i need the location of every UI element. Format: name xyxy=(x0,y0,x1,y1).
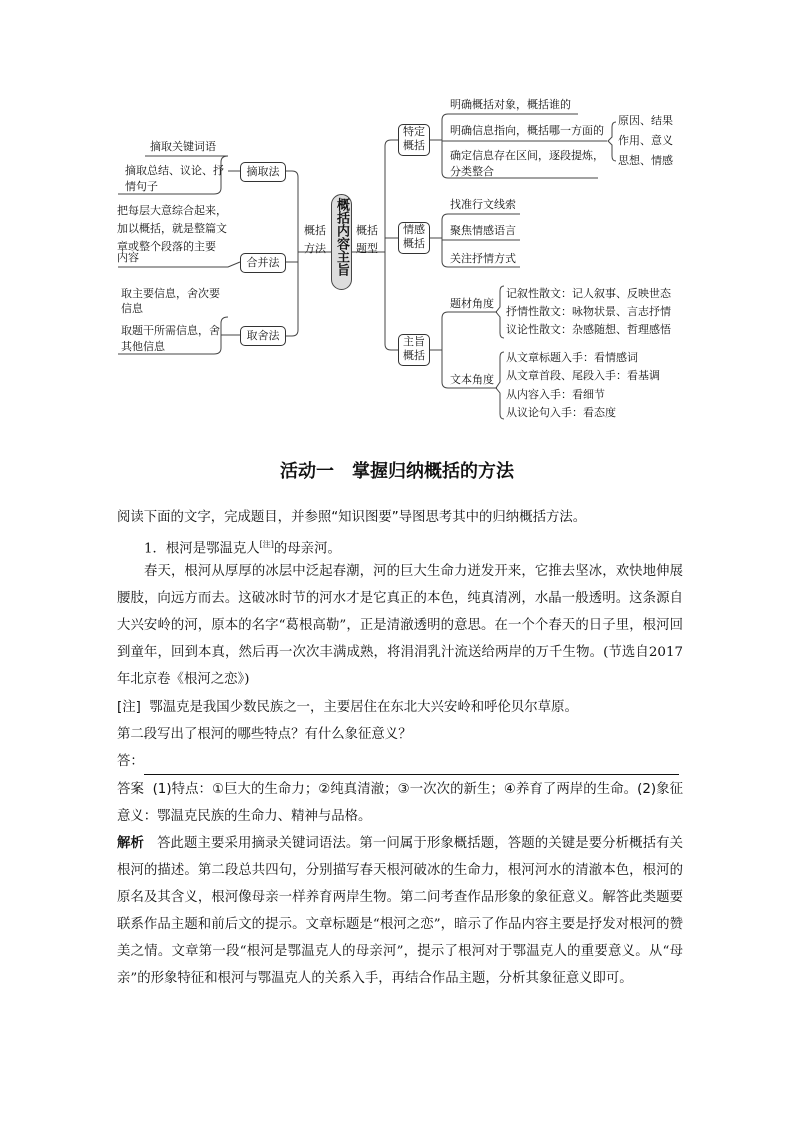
method-item: 信息 xyxy=(121,302,143,315)
method-node-zhaiqu: 摘取法 xyxy=(240,162,286,182)
method-item: 摘取关键词语 xyxy=(150,140,216,153)
branch-label: 方法 xyxy=(304,242,326,255)
branch-label: 概括 xyxy=(356,224,378,237)
analysis: 解析 答此题主要采用摘录关键词语法。第一问属于形象概括题，答题的关键是要分析概括有关根河的描述。第二段总共四句，分别描写春天根河破冰的生命力，根河河水的清澈本色，根河的原名及其含义，根河像母亲一样养育两岸生物。第二问考查作品形象的象征意义。解答此类题要联系作品主题和前后文的提示。文章标题是“根河之恋”，暗示了作品内容主要是抒发对根河的赞美之情。文章第一段“根河是鄂温克人的母亲河”，提示了根河对于鄂温克人的重要意义。从“母亲”的形象特征和根河与鄂温克人的关系入手，再结合作品主题，分析其象征意义即可。 xyxy=(117,836,684,986)
method-item: 情句子 xyxy=(125,180,158,193)
question: 第二段写出了根河的哪些特点？有什么象征意义？ xyxy=(117,727,412,742)
branch-label: 概括 xyxy=(304,224,326,237)
method-item: 取主要信息，舍次要 xyxy=(121,287,220,300)
type-item: 关注抒情方式 xyxy=(450,252,516,265)
instruction: 阅读下面的文字，完成题目，并参照“知识图要”导图思考其中的归纳概括方法。 xyxy=(117,510,587,525)
angle-item: 从文章标题入手：看情感词 xyxy=(506,351,638,364)
method-item: 其他信息 xyxy=(121,340,165,353)
method-item: 章或整个段落的主要 xyxy=(117,240,216,253)
type-node-theme: 主旨 概括 xyxy=(398,334,430,366)
angle-item: 从文章首段、尾段入手：看基调 xyxy=(506,369,660,382)
question-title: 1．根河是鄂温克人[注]的母亲河。 xyxy=(144,540,341,557)
note: [注] 鄂温克是我国少数民族之一，主要居住在东北大兴安岭和呼伦贝尔草原。 xyxy=(117,700,578,715)
angle-item: 议论性散文：杂感随想、哲理感悟 xyxy=(506,323,671,336)
method-item: 取题干所需信息，舍 xyxy=(121,324,220,337)
activity-title: 活动一 掌握归纳概括的方法 xyxy=(280,461,514,482)
angle-label: 题材角度 xyxy=(450,297,494,310)
answer-line: 答： xyxy=(117,748,683,775)
angle-item: 从内容入手：看细节 xyxy=(506,388,605,401)
angle-item: 从议论句入手：看态度 xyxy=(506,406,616,419)
angle-item: 记叙性散文：记人叙事、反映世态 xyxy=(506,287,671,300)
type-item: 明确信息指向，概括哪一方面的 xyxy=(450,124,604,137)
type-item: 找准行文线索 xyxy=(450,198,516,211)
type-node-specific: 特定 概括 xyxy=(398,124,430,156)
method-item: 加以概括，就是整篇文 xyxy=(117,222,227,235)
sub-item: 原因、结果 xyxy=(618,114,673,127)
sub-item: 作用、意义 xyxy=(618,134,673,147)
branch-label: 题型 xyxy=(356,242,378,255)
type-item: 确定信息存在区间，逐段提炼， xyxy=(450,149,604,162)
type-node-emotion: 情感 概括 xyxy=(398,222,430,254)
sub-item: 思想、情感 xyxy=(618,154,673,167)
method-node-qushe: 取舍法 xyxy=(240,326,286,346)
answer-blank[interactable] xyxy=(144,760,679,775)
method-item: 把每层大意综合起来， xyxy=(117,204,227,217)
angle-item: 抒情性散文：咏物状景、言志抒情 xyxy=(506,305,671,318)
method-item: 摘取总结、议论、抒 xyxy=(125,164,224,177)
method-item: 内容 xyxy=(117,251,139,264)
type-item: 明确概括对象，概括谁的 xyxy=(450,98,571,111)
passage: 春天，根河从厚厚的冰层中泛起春潮，河的巨大生命力迸发开来，它推去坚冰，欢快地伸展腰肢，向远方而去。这破冰时节的河水才是它真正的本色，纯真清冽，水晶一般透明。这条源自大兴安岭的河，原本的名字“葛根高勒”，正是清澈透明的意思。在一个个春天的日子里，根河回到童年，回到本真，然后再一次次丰满成熟，将涓涓乳汁流送给两岸的万千生物。(节选自2017年北京卷《根河之恋》) xyxy=(117,564,683,687)
center-node: 概括内容主旨 xyxy=(331,194,352,290)
answer-key: 答案 (1)特点：①巨大的生命力；②纯真清澈；③一次次的新生；④养育了两岸的生命。(2)象征意义：鄂温克民族的生命力、精神与品格。 xyxy=(117,782,684,824)
method-node-hebing: 合并法 xyxy=(240,253,286,273)
angle-label: 文本角度 xyxy=(450,373,494,386)
type-item: 聚焦情感语言 xyxy=(450,224,516,237)
type-item: 分类整合 xyxy=(450,165,494,178)
